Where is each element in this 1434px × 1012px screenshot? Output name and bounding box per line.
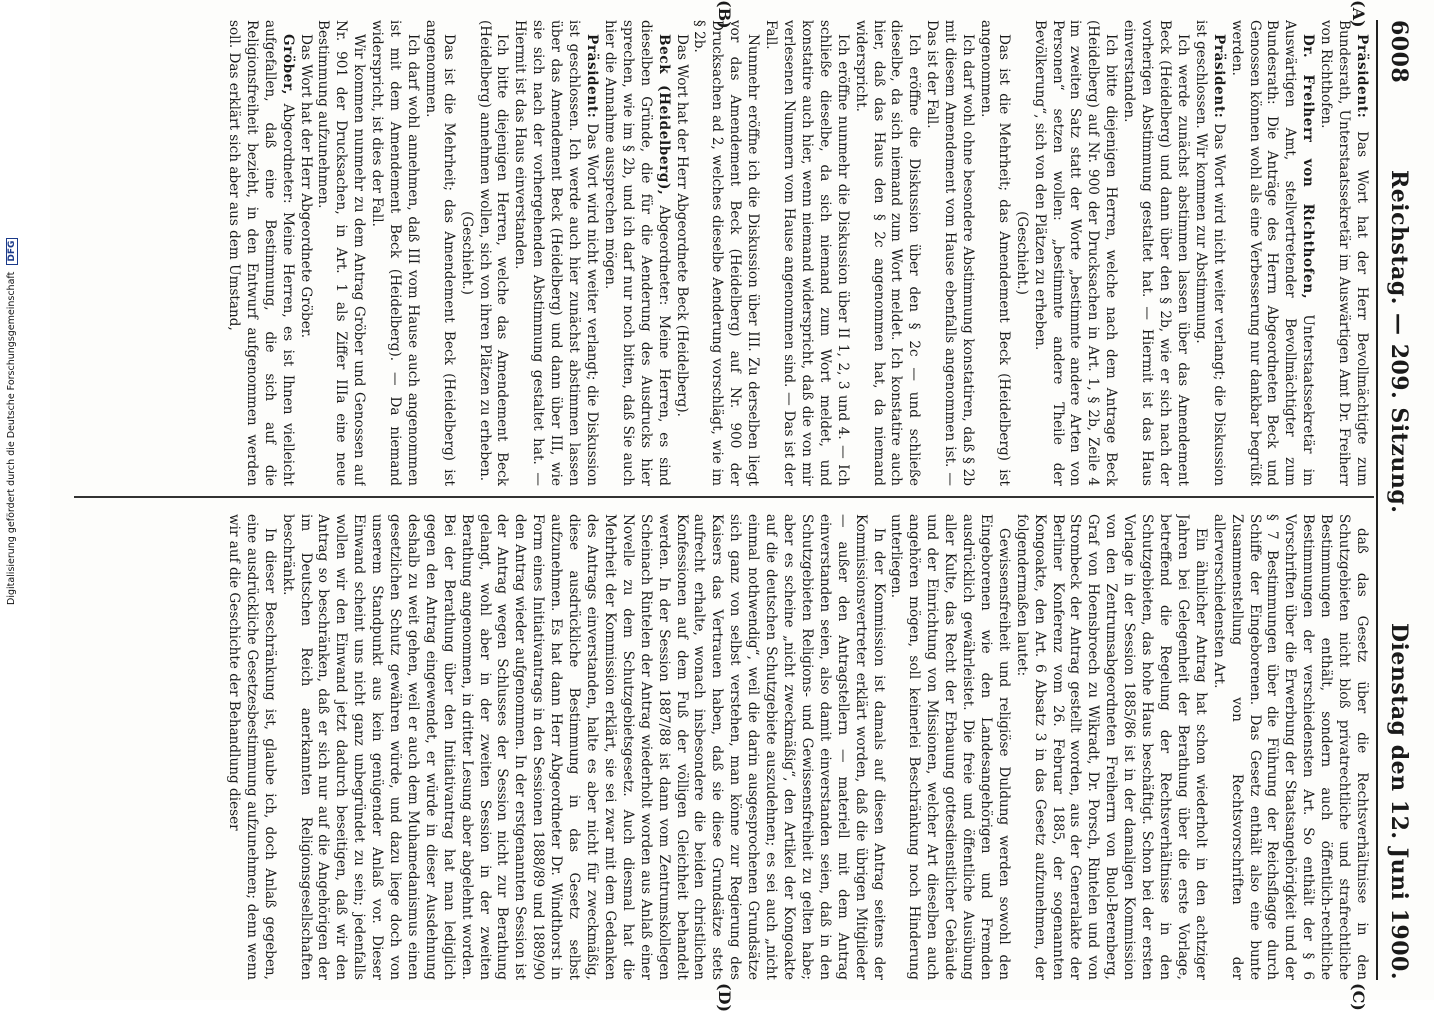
paragraph [278, 514, 887, 980]
dfg-logo: DFG [6, 238, 18, 265]
speaker-label: Dr. Freiherr von Richthofen, [1300, 34, 1317, 300]
paragraph [672, 20, 690, 486]
speaker-label: Präsident: [1354, 34, 1370, 119]
margin-marker-b: (B) [715, 0, 734, 29]
paragraph-text: Das Wort wird nicht weiter verlangt; die Diskussion ist geschlossen. Ich werde auch hier zunächst abstimmen lassen über das Amendement Beck (Heidelberg) und dann über III, wie sie sich nach der vorhergehenden Abstimmung gestaltet hat. — Hiermit ist das Haus einverstanden. [512, 20, 601, 486]
paragraph-text: Ich darf wohl annehmen, daß III vom Hause auch angenommen ist mit dem Amendement Beck (Heidelberg). — Da niemand widerspricht, ist dies der Fall. [369, 20, 421, 486]
paragraph-text: Das ist die Mehrheit; das Amendement Beck (Heidelberg) ist angenommen. [422, 20, 457, 486]
speaker-label: Präsident: [584, 34, 601, 119]
paragraph [1227, 20, 1317, 486]
paragraph-text: Abgeordneter: Meine Herren, es sind dieselben Gründe, die für die Aenderung des Ausdrucks hier sprechen, wie im § 2b, und ich darf nur noch bitten, daß Sie auch hier die Annahme aussprechen mögen. [601, 20, 672, 486]
paragraph-text: In dieser Beschränkung ist, glaube ich, doch Anlaß gegeben, eine ausdrückliche Gesetzesbestimmung aufzunehmen; denn wenn wir auf die Geschichte der Behandlung dieser [225, 514, 278, 980]
paragraph-text: Ich darf wohl ohne besondere Abstimmung konstatiren, daß § 2b mit diesem Amendement vom Hause ebenfalls angenommen ist. — Das ist der Fall. [924, 20, 977, 486]
paragraph-text: Das Wort hat der Herr Abgeordnete Gröber. [297, 34, 314, 339]
speaker-label: Gröber, [279, 34, 296, 96]
paragraph [1191, 20, 1227, 486]
paragraph [1012, 514, 1209, 980]
margin-marker-d: (D) [715, 983, 734, 1012]
paragraph [1030, 20, 1120, 486]
paragraph-text: daß das Gesetz über die Rechtsverhältnisse in den Schutzgebieten nicht bloß privatrechtliche und strafrechtliche Bestimmungen enthält, sondern auch öffentlich-rechtliche Bestimmungen der verschiedensten Art. So enthält der § 6 Vorschriften über die Erwerbung der Staatsangehörigkeit und der § 7 Bestimmungen über die Führung der Reichsflagge durch Schiffe der Eingeborenen. Das Gesetz enthält also eine bunte Zusammenstellung von Rechtsvorschriften der allerverschiedensten Art. [1210, 514, 1370, 980]
paragraph-text: Das Wort hat der Herr Bevollmächtigte zum Bundesrath, Unterstaatssekretär im Auswärtigen Amt Dr. Freiherr von Richthofen. [1318, 20, 1370, 486]
paragraph [976, 20, 1012, 486]
paragraph [1119, 20, 1191, 486]
paragraph [224, 20, 296, 486]
margin-marker-c: (C) [1349, 983, 1368, 1011]
page-title: Reichstag. — 209. Sitzung. [1386, 170, 1412, 514]
document-page [50, 0, 1434, 1012]
paragraph-text: Abgeordneter: Meine Herren, es ist Ihnen vielleicht aufgefallen, daß eine Bestimmung, die sich auf die Religionsfreiheit bezieht, in den Entwurf aufgenommen werden soll. Das erklärt sich aber aus dem Umstand, [225, 20, 296, 486]
paragraph [457, 20, 475, 486]
page-number: 6008 [1386, 20, 1412, 84]
paragraph-text: Das Wort hat der Herr Abgeordnete Beck (Heidelberg). [673, 34, 690, 417]
paragraph-text: In der Kommission ist damals auf diesen Antrag seitens der Kommissionsvertreter erklärt worden, daß die übrigen Mitglieder — außer den Antragstellern — materiell mit dem Antrag einverstanden seien, also damit einverstanden seien, daß in den Schutzgebieten Religions- und Gewissensfreiheit zu gelten habe; aber es scheine „nicht zweckmäßig“, den Artikel der Kongoakte auf die deutschen Schutzgebiete auszudehnen; es sei auch „nicht einmal nothwendig“, weil die darin ausgesprochenen Grundsätze sich ganz von selbst verstehen, man könne zur Regierung des Kaisers das Vertrauen haben, daß sie diese Grundsätze stets aufrecht erhalte, wonach insbesondere die beiden christlichen Konfessionen auf dem Fuß der völligen Gleichheit behandelt werden. In der Session 1887/88 ist dann vom Zentrumskollegen Scheinach Rintelen der Antrag wiederholt worden aus Anlaß einer Novelle zu dem Schutzgebietsgesetz. Auch diesmal hat die Mehrheit der Kommission erklärt, sie sei zwar mit dem Gedanken des Antrags einverstanden, halte es aber nicht für zweckmäßig, diese ausdrückliche Bestimmung in das Gesetz selbst aufzunehmen. Es hat dann Herr Abgeordneter Dr. Windthorst in Form eines Initiativantrags in den Sessionen 1888/89 und 1889/90 den Antrag wieder aufgenommen. In der erstgenannten Session ist der Antrag wegen Schlusses der Session nicht zur Berathung gelangt, wohl aber in der zweiten Session in der zweiten Berathung angenommen, in dritter Lesung aber abgelehnt worden. Bei der Berathung über den Initiativantrag hat man lediglich gegen den Antrag eingewendet, er würde in dieser Ausdehnung deshalb zu weit gehen, weil er auch dem Muhamedanismus einen gesetzlichen Schutz gewähren würde, und dazu liege doch von unserem Standpunkt aus kein genügender Anlaß vor. Dieser Einwand scheint uns nicht ganz unbegründet zu sein; jedenfalls wollen wir den Einwand jetzt dadurch beseitigen, daß wir den Antrag so beschränken, daß er sich nur auf die Angehörigen der im Deutschen Reich anerkannten Religionsgesellschaften beschränkt. [279, 514, 887, 980]
paragraph-text: Ich eröffne nunmehr die Diskussion über II 1, 2, 3 und 4. — Ich schließe dieselbe, da sich niemand zum Wort meldet, und konstatire auch hier, wenn niemand widerspricht, daß die von mir verlesenen Nummern vom Hause angenommen sind. — Das ist der Fall. [763, 20, 851, 486]
paragraph [1012, 20, 1030, 486]
paragraph [851, 20, 923, 486]
paragraph-text: Das Wort wird nicht weiter verlangt; die Diskussion ist geschlossen. Wir kommen zur Abstimmung. [1192, 20, 1227, 486]
session-date: Dienstag den 12. Juni 1900. [1386, 622, 1412, 980]
paragraph [296, 20, 314, 486]
paragraph [367, 20, 421, 486]
page-header [1382, 20, 1416, 980]
paragraph [1316, 20, 1370, 486]
paragraph [922, 20, 976, 486]
paragraph [690, 20, 762, 486]
digitization-credit [6, 225, 20, 605]
paragraph-text: Wir kommen nunmehr zu dem Antrag Gröber und Genossen auf Nr. 901 der Drucksachen, in Art. 1 als Ziffer IIIa eine neue Bestimmung aufzunehmen. [315, 20, 368, 486]
paragraph-text: Ein ähnlicher Antrag hat schon wiederholt in den achtziger Jahren bei Gelegenheit der Berathung über die erste Vorlage, betreffend die Regelung der Rechtsverhältnisse in den Schutzgebieten, das hohe Haus beschäftigt. Schon bei der ersten Vorlage in der Session 1885/86 ist in der damaligen Kommission von den Zentrumsabgeordneten Freiherrn von Buol-Berenberg, Graf von Hoensbroech zu Wikradt, Dr. Porsch, Rintelen und von Strombeck der Antrag gestellt worden, aus der Generalakte der Berliner Konferenz vom 26. Februar 1885, der sogenannten Kongoakte, den Art. 6 Absatz 3 in das Gesetz aufzunehmen, der folgendermaßen lautet: [1013, 514, 1209, 980]
paragraph [224, 514, 278, 980]
paragraph-text: Ich bitte diejenigen Herren, welche das Amendement Beck (Heidelberg) annehmen wollen, sich von ihren Plätzen zu erheben. [476, 20, 511, 486]
paragraph [1209, 514, 1370, 980]
paragraph [314, 20, 368, 486]
paragraph-text: Nunmehr eröffne ich die Diskussion über III. Zu derselben liegt vor das Amendement Beck (Heidelberg) auf Nr. 900 der Drucksachen ad 2, welches dieselbe Aenderung vorschlägt, wie im § 2b. [691, 20, 762, 486]
paragraph [761, 20, 851, 486]
paragraph-text: Ich bitte diejenigen Herren, welche nach dem Antrage Beck (Heidelberg) auf Nr. 900 der Drucksachen in Art. 1, § 2b, Zeile 4 im zweiten Satz statt der Worte „bestimmte andere Arten von Personen“ setzen wollen: „bestimmte andere Theile der Bevölkerung“, sich von den Plätzen zu erheben. [1031, 20, 1120, 486]
left-text-column [70, 20, 1370, 486]
paragraph [600, 20, 672, 486]
paragraph-text: (Geschieht.) [458, 211, 475, 295]
column-divider [74, 496, 1374, 498]
margin-marker-a: (A) [1349, 0, 1368, 28]
paragraph [421, 20, 457, 486]
paragraph-text: Gewissensfreiheit und religiöse Duldung werden sowohl den Eingeborenen wie den Landesangehörigen und Fremden ausdrücklich gewährleistet. Die freie und öffentliche Ausübung aller Kulte, das Recht der Erbauung gottesdienstlicher Gebäude und der Einrichtung von Missionen, welcher Art dieselben auch angehören mögen, soll keinerlei Beschränkung noch Hinderung unterliegen. [888, 514, 1012, 980]
paragraph-text: Das ist die Mehrheit; das Amendement Beck (Heidelberg) ist angenommen. [977, 20, 1012, 486]
right-text-column [70, 514, 1370, 980]
paragraph [887, 514, 1012, 980]
speaker-label: Präsident: [1210, 34, 1227, 119]
speaker-label: Beck (Heidelberg), [655, 34, 672, 196]
paragraph-text: Unterstaatssekretär im Auswärtigen Amt, stellvertretender Bevollmächtigter zum Bundesrath: Die Anträge des Herrn Abgeordneten Beck und Genossen können wohl als eine Verbesserung nur dankbar begrüßt werden. [1228, 20, 1317, 486]
header-rule [1376, 20, 1378, 980]
paragraph [475, 20, 511, 486]
paragraph [511, 20, 601, 486]
paragraph-text: Ich eröffne die Diskussion über den § 2c — und schließe dieselbe, da sich niemand zum Wort meldet. Ich konstatire auch hier, daß das Haus den § 2c angenommen hat, da niemand widerspricht. [852, 20, 923, 486]
paragraph-text: Ich werde zunächst abstimmen lassen über das Amendement Beck (Heidelberg) und dann über den § 2b, wie er sich nach der vorherigen Abstimmung gestaltet hat. — Hiermit ist das Haus einverstanden. [1121, 20, 1191, 486]
credit-text: Digitalisierung gefördert durch die Deutsche Forschungsgemeinschaft [6, 271, 17, 605]
paragraph-text: (Geschieht.) [1013, 211, 1030, 295]
